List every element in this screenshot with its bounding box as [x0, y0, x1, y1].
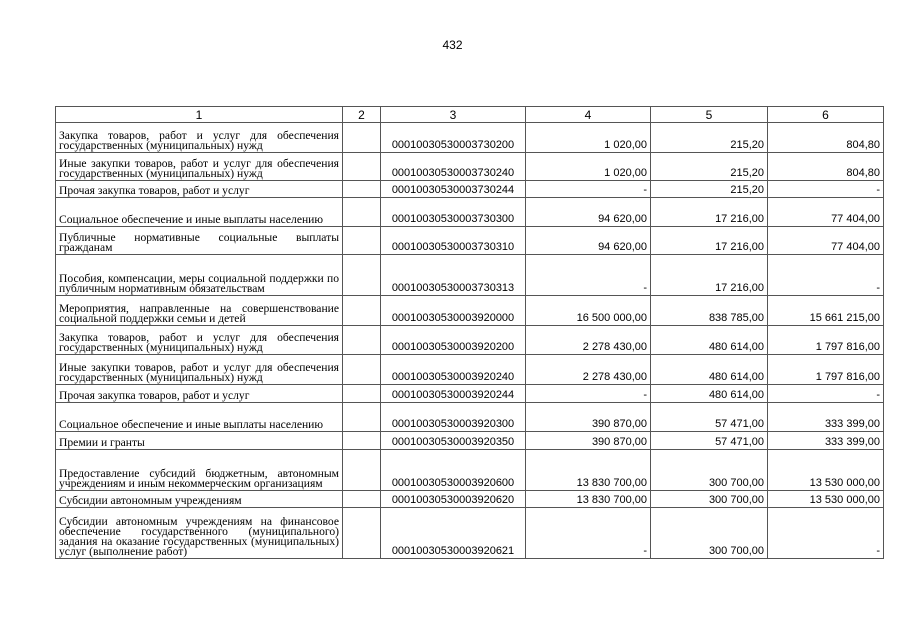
column-header-6: 6: [768, 107, 884, 123]
row-col2: [343, 491, 381, 508]
row-col4-value: 94 620,00: [526, 198, 651, 227]
row-col2: [343, 181, 381, 198]
row-col6-value: 77 404,00: [768, 198, 884, 227]
row-col6-value: -: [768, 385, 884, 403]
row-col6-value: -: [768, 508, 884, 559]
row-name: Предоставление субсидий бюджетным, автономным учреждениям и иным некоммерческим организациям: [56, 450, 343, 491]
row-col5-value: 215,20: [651, 153, 768, 181]
table-row: [56, 198, 884, 227]
page-number: 432: [442, 38, 463, 52]
column-header-1: 1: [56, 107, 343, 123]
table-row: [56, 255, 884, 296]
row-code: 00010030530003730240: [381, 153, 526, 181]
row-col6-value: 15 661 215,00: [768, 296, 884, 326]
row-code: 00010030530003920000: [381, 296, 526, 326]
column-header-3: 3: [381, 107, 526, 123]
row-col5-value: 17 216,00: [651, 255, 768, 296]
table-header: [56, 107, 884, 123]
row-code: 00010030530003920300: [381, 403, 526, 432]
row-code: 00010030530003730313: [381, 255, 526, 296]
header-row: [56, 107, 884, 123]
row-col4-value: 94 620,00: [526, 227, 651, 255]
row-col2: [343, 355, 381, 385]
row-col5-value: 300 700,00: [651, 491, 768, 508]
table-row: [56, 123, 884, 153]
row-col5-value: 215,20: [651, 181, 768, 198]
row-code: 00010030530003920620: [381, 491, 526, 508]
row-name: Премии и гранты: [56, 432, 343, 450]
row-name: Прочая закупка товаров, работ и услуг: [56, 181, 343, 198]
row-col5-value: 17 216,00: [651, 198, 768, 227]
row-col2: [343, 296, 381, 326]
table-row: [56, 227, 884, 255]
row-name: Социальное обеспечение и иные выплаты населению: [56, 403, 343, 432]
row-col4-value: 1 020,00: [526, 123, 651, 153]
row-code: 00010030530003730200: [381, 123, 526, 153]
row-col2: [343, 432, 381, 450]
row-name: Иные закупки товаров, работ и услуг для обеспечения государственных (муниципальных) нужд: [56, 355, 343, 385]
row-col2: [343, 227, 381, 255]
row-col5-value: 480 614,00: [651, 326, 768, 355]
row-code: 00010030530003730310: [381, 227, 526, 255]
row-col6-value: 1 797 816,00: [768, 326, 884, 355]
row-name: Закупка товаров, работ и услуг для обеспечения государственных (муниципальных) нужд: [56, 326, 343, 355]
row-col2: [343, 450, 381, 491]
row-col4-value: 13 830 700,00: [526, 450, 651, 491]
row-col5-value: 215,20: [651, 123, 768, 153]
row-col4-value: 16 500 000,00: [526, 296, 651, 326]
row-col6-value: -: [768, 181, 884, 198]
row-col4-value: -: [526, 181, 651, 198]
row-col5-value: 300 700,00: [651, 508, 768, 559]
row-code: 00010030530003730244: [381, 181, 526, 198]
row-col4-value: 13 830 700,00: [526, 491, 651, 508]
table-row: [56, 355, 884, 385]
row-col5-value: 480 614,00: [651, 385, 768, 403]
row-col6-value: 13 530 000,00: [768, 491, 884, 508]
row-code: 00010030530003920240: [381, 355, 526, 385]
row-code: 00010030530003920621: [381, 508, 526, 559]
row-col2: [343, 403, 381, 432]
row-col2: [343, 153, 381, 181]
table-body: [56, 123, 884, 559]
row-name: Социальное обеспечение и иные выплаты населению: [56, 198, 343, 227]
row-col5-value: 300 700,00: [651, 450, 768, 491]
row-col6-value: 804,80: [768, 123, 884, 153]
row-col6-value: 77 404,00: [768, 227, 884, 255]
row-col5-value: 57 471,00: [651, 432, 768, 450]
row-col4-value: 2 278 430,00: [526, 355, 651, 385]
row-col6-value: -: [768, 255, 884, 296]
table-row: [56, 432, 884, 450]
row-code: 00010030530003920600: [381, 450, 526, 491]
row-col2: [343, 123, 381, 153]
row-col2: [343, 326, 381, 355]
row-col4-value: 2 278 430,00: [526, 326, 651, 355]
row-name: Субсидии автономным учреждениям: [56, 491, 343, 508]
row-col5-value: 57 471,00: [651, 403, 768, 432]
row-col2: [343, 255, 381, 296]
table-row: [56, 153, 884, 181]
row-col5-value: 17 216,00: [651, 227, 768, 255]
row-col6-value: 13 530 000,00: [768, 450, 884, 491]
row-name: Прочая закупка товаров, работ и услуг: [56, 385, 343, 403]
budget-table: [55, 106, 884, 559]
row-name: Пособия, компенсации, меры социальной поддержки по публичным нормативным обязательствам: [56, 255, 343, 296]
row-col4-value: -: [526, 508, 651, 559]
row-col6-value: 333 399,00: [768, 432, 884, 450]
table-row: [56, 403, 884, 432]
column-header-4: 4: [526, 107, 651, 123]
table-row: [56, 491, 884, 508]
column-header-5: 5: [651, 107, 768, 123]
row-name: Мероприятия, направленные на совершенствование социальной поддержки семьи и детей: [56, 296, 343, 326]
row-code: 00010030530003730300: [381, 198, 526, 227]
row-col6-value: 1 797 816,00: [768, 355, 884, 385]
table-row: [56, 508, 884, 559]
column-header-2: 2: [343, 107, 381, 123]
row-name: Публичные нормативные социальные выплаты гражданам: [56, 227, 343, 255]
table-row: [56, 181, 884, 198]
row-col5-value: 838 785,00: [651, 296, 768, 326]
row-col4-value: 390 870,00: [526, 432, 651, 450]
row-code: 00010030530003920200: [381, 326, 526, 355]
row-name: Закупка товаров, работ и услуг для обеспечения государственных (муниципальных) нужд: [56, 123, 343, 153]
table-row: [56, 385, 884, 403]
row-code: 00010030530003920244: [381, 385, 526, 403]
row-col4-value: 390 870,00: [526, 403, 651, 432]
table-row: [56, 296, 884, 326]
row-col2: [343, 508, 381, 559]
row-col4-value: 1 020,00: [526, 153, 651, 181]
row-col2: [343, 385, 381, 403]
row-col4-value: -: [526, 385, 651, 403]
table-row: [56, 326, 884, 355]
row-col6-value: 333 399,00: [768, 403, 884, 432]
row-col4-value: -: [526, 255, 651, 296]
row-name: Субсидии автономным учреждениям на финансовое обеспечение государственного (муниципального) задания на оказание государственных (муниципальных) услуг (выполнение работ): [56, 508, 343, 559]
table-row: [56, 450, 884, 491]
row-col6-value: 804,80: [768, 153, 884, 181]
row-name: Иные закупки товаров, работ и услуг для обеспечения государственных (муниципальных) нужд: [56, 153, 343, 181]
row-col5-value: 480 614,00: [651, 355, 768, 385]
row-code: 00010030530003920350: [381, 432, 526, 450]
row-col2: [343, 198, 381, 227]
